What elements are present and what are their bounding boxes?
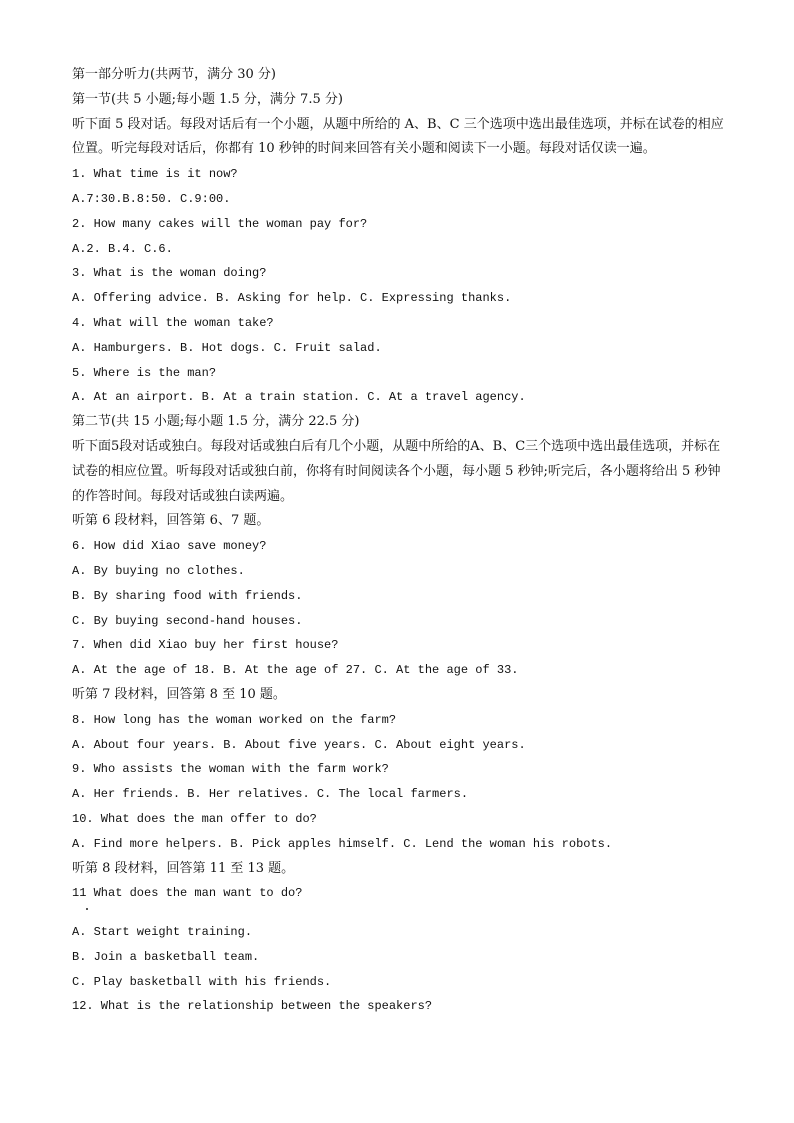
stray-mark	[72, 906, 732, 920]
question-8-options: A. About four years. B. About five years. C. About eight years.	[72, 737, 526, 752]
section1-title: 第一节(共 5 小题;每小题 1.5 分，满分 7.5 分)	[72, 91, 343, 107]
material-8-label: 听第 8 段材料，回答第 11 至 13 题。	[72, 860, 295, 876]
question-10-options: A. Find more helpers. B. Pick apples himself. C. Lend the woman his robots.	[72, 836, 613, 851]
question-9-options: A. Her friends. B. Her relatives. C. The local farmers.	[72, 787, 469, 802]
question-3: 3. What is the woman doing?	[72, 266, 267, 281]
question-7-options: A. At the age of 18. B. At the age of 27. C. At the age of 33.	[72, 663, 519, 678]
question-4: 4. What will the woman take?	[72, 315, 274, 330]
question-6-option-c: C. By buying second-hand houses.	[72, 613, 303, 628]
question-3-options: A. Offering advice. B. Asking for help. C. Expressing thanks.	[72, 291, 512, 306]
question-6: 6. How did Xiao save money?	[72, 539, 267, 554]
exam-page	[72, 63, 732, 1019]
question-6-option-b: B. By sharing food with friends.	[72, 588, 303, 603]
part1-title: 第一部分听力(共两节，满分 30 分)	[72, 67, 276, 82]
question-8: 8. How long has the woman worked on the farm?	[72, 712, 397, 727]
question-1-options: A.7:30.B.8:50. C.9:00.	[72, 191, 231, 206]
question-5: 5. Where is the man?	[72, 365, 217, 380]
section2-title: 第二节(共 15 小题;每小题 1.5 分，满分 22.5 分)	[72, 414, 360, 430]
question-11-option-a: A. Start weight training.	[72, 925, 253, 940]
question-1: 1. What time is it now?	[72, 167, 238, 182]
question-10: 10. What does the man offer to do?	[72, 811, 317, 826]
question-7: 7. When did Xiao buy her first house?	[72, 638, 339, 653]
question-11-option-b: B. Join a basketball team.	[72, 949, 260, 964]
question-9: 9. Who assists the woman with the farm work?	[72, 762, 389, 777]
question-5-options: A. At an airport. B. At a train station. C. At a travel agency.	[72, 390, 526, 405]
question-2: 2. How many cakes will the woman pay for?	[72, 216, 368, 231]
question-11-option-c: C. Play basketball with his friends.	[72, 974, 332, 989]
question-4-options: A. Hamburgers. B. Hot dogs. C. Fruit salad.	[72, 340, 382, 355]
question-6-option-a: A. By buying no clothes.	[72, 563, 245, 578]
question-12: 12. What is the relationship between the speakers?	[72, 999, 433, 1014]
section2-instructions: 听下面5段对话或独白。每段对话或独白后有几个小题，从题中所给的A、B、C三个选项中选出最佳选项，并标在试卷的相应位置。听每段对话或独白前，你将有时间阅读各个小题，每小题 5 秒钟;听完后，各小题将给出 5 秒钟的作答时间。每段对话或独白读两遍。	[72, 438, 721, 504]
section1-instructions: 听下面 5 段对话。每段对话后有一个小题，从题中所给的 A、B、C 三个选项中选出最佳选项，并标在试卷的相应位置。听完每段对话后，你都有 10 秒钟的时间来回答有关小题和阅读下一小题。每段对话仅读一遍。	[72, 116, 724, 157]
question-11: 11 What does the man want to do?	[72, 886, 303, 901]
material-7-label: 听第 7 段材料，回答第 8 至 10 题。	[72, 686, 286, 702]
material-6-label: 听第 6 段材料，回答第 6、7 题。	[72, 513, 270, 529]
question-2-options: A.2. B.4. C.6.	[72, 241, 173, 256]
